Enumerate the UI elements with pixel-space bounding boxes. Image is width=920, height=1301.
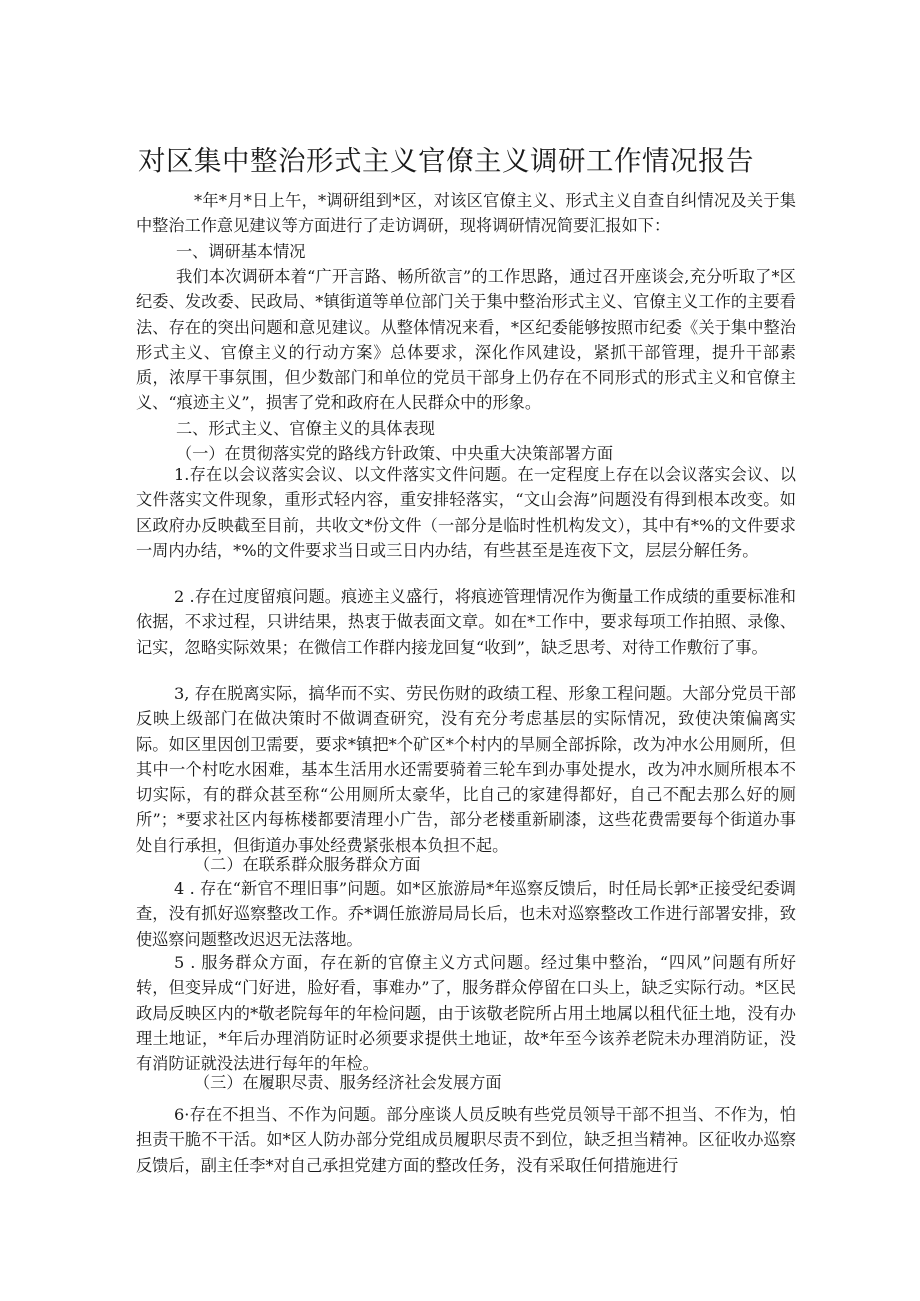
item-5-paragraph: 5 . 服务群众方面，存在新的官僚主义方式问题。经过集中整治，“四风”问题有所好转，但变异成“门好进，脸好看，事难办”了，服务群众停留在口头上，缺乏实际行动。*区民政局反映区内的*敬老院每年的年检问题，由于该敬老院所占用土地属以租代征土地，没有办理土地证，*年后办理消防证时必须要求提供土地证，故*年至今该养老院未办理消防证，没有消防证就没法进行每年的年检。 — [136, 953, 796, 1074]
document-title: 对区集中整治形式主义官僚主义调研工作情况报告 — [138, 145, 754, 177]
item-3-paragraph: 3, 存在脱离实际，搞华而不实、劳民伤财的政绩工程、形象工程问题。大部分党员干部反映上级部门在做决策时不做调查研究，没有充分考虑基层的实际情况，致使决策偏离实际。如区里因创卫需要，要求*镇把*个矿区*个村内的旱厕全部拆除，改为冲水公用厕所，但其中一个村吃水困难，基本生活用水还需要骑着三轮车到办事处提水，改为冲水厕所根本不切实际，有的群众甚至称“公用厕所太豪华，比自己的家建得都好，自己不配去那么好的厕所”；*要求社区内每栋楼都要清理小广告，部分老楼重新刷漆，这些花费需要每个街道办事处自行承担，但街道办事处经费紧张根本负担不起。 — [136, 684, 796, 855]
subsection-1-heading: （一）在贯彻落实党的路线方针政策、中央重大决策部署方面 — [176, 444, 614, 463]
subsection-3-heading: （三）在履职尽责、服务经济社会发展方面 — [194, 1073, 502, 1092]
item-4-paragraph: 4 . 存在“新官不理旧事”问题。如*区旅游局*年巡察反馈后，时任局长郭*正接受纪委调查，没有抓好巡察整改工作。乔*调任旅游局局长后，也未对巡察整改工作进行部署安排，致使巡察问题整改迟迟无法落地。 — [136, 879, 796, 949]
item-1-paragraph: 1.存在以会议落实会议、以文件落实文件问题。在一定程度上存在以会议落实会议、以文件落实文件现象，重形式轻内容，重安排轻落实，“文山会海”问题没有得到根本改变。如区政府办反映截至目前，共收文*份文件（一部分是临时性机构发文），其中有*%的文件要求一周内办结，*%的文件要求当日或三日内办结，有些甚至是连夜下文，层层分解任务。 — [136, 465, 796, 560]
section-1-body: 我们本次调研本着“广开言路、畅所欲言”的工作思路，通过召开座谈会,充分听取了*区纪委、发改委、民政局、*镇街道等单位部门关于集中整治形式主义、官僚主义工作的主要看法、存在的突出问题和意见建议。从整体情况来看，*区纪委能够按照市纪委《关于集中整治形式主义、官僚主义的行动方案》总体要求，深化作风建设，紧抓干部管理，提升干部素质，浓厚干事氛围，但少数部门和单位的党员干部身上仍存在不同形式的形式主义和官僚主义、“痕迹主义”，损害了党和政府在人民群众中的形象。 — [136, 267, 796, 413]
item-6-paragraph: 6·存在不担当、不作为问题。部分座谈人员反映有些党员领导干部不担当、不作为，怕担责干脆不干活。如*区人防办部分党组成员履职尽责不到位，缺乏担当精神。区征收办巡察反馈后，副主任李*对自己承担党建方面的整改任务，没有采取任何措施进行 — [136, 1105, 796, 1175]
intro-paragraph: *年*月*日上午，*调研组到*区，对该区官僚主义、形式主义自查自纠情况及关于集中整治工作意见建议等方面进行了走访调研，现将调研情况简要汇报如下： — [136, 191, 796, 236]
item-2-paragraph: 2 .存在过度留痕问题。痕迹主义盛行，将痕迹管理情况作为衡量工作成绩的重要标准和依据，不求过程，只讲结果，热衷于做表面文章。如在*工作中，要求每项工作拍照、录像、记实，忽略实际效果；在微信工作群内接龙回复“收到”，缺乏思考、对待工作敷衍了事。 — [136, 587, 796, 657]
section-2-heading: 二、形式主义、官僚主义的具体表现 — [176, 419, 435, 438]
subsection-2-heading: （二）在联系群众服务群众方面 — [194, 855, 421, 874]
section-1-heading: 一、调研基本情况 — [176, 242, 306, 261]
